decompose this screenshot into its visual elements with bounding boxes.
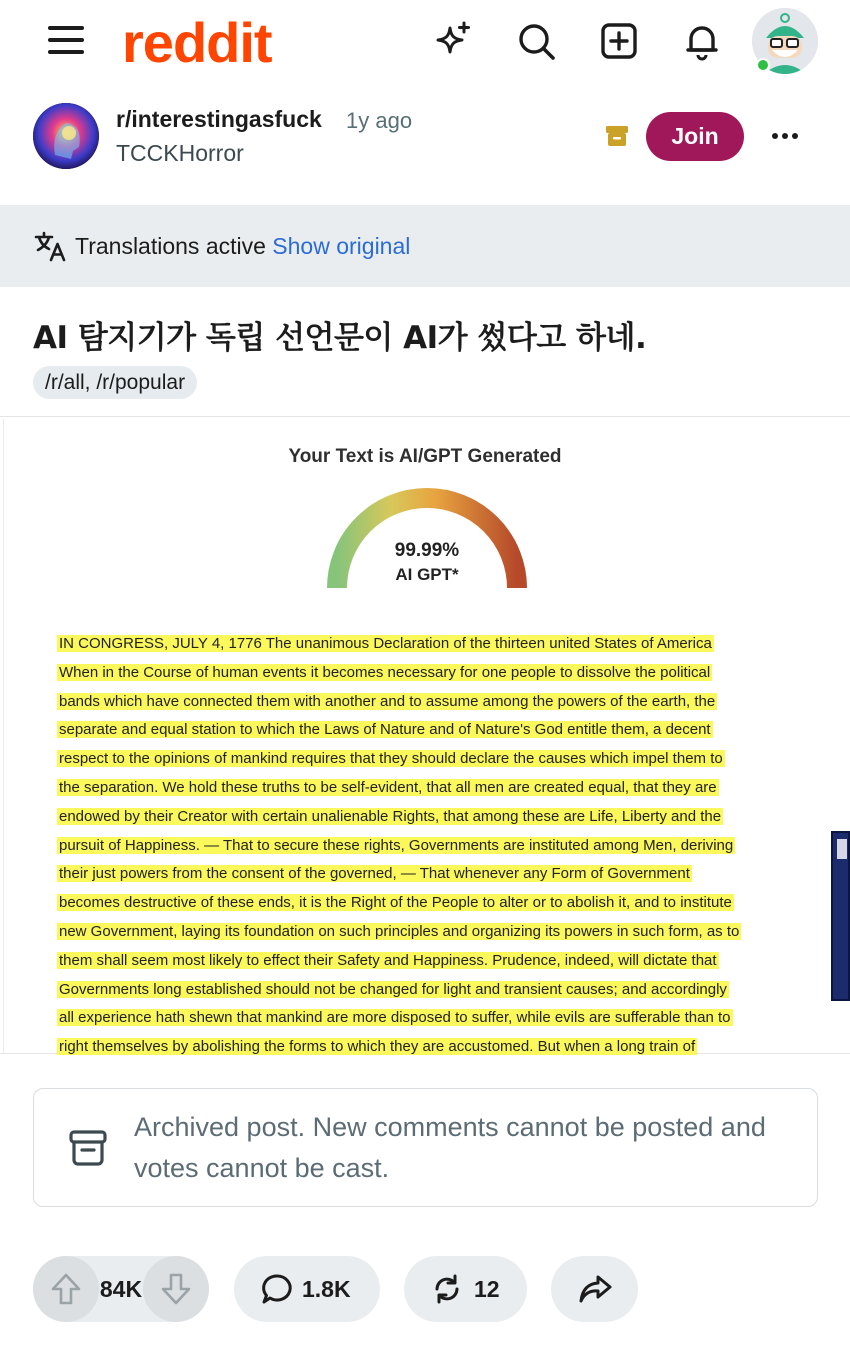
top-app-bar — [0, 0, 850, 86]
share-button[interactable] — [551, 1256, 638, 1322]
online-status-dot — [756, 58, 770, 72]
declaration-line — [57, 920, 817, 949]
post-title[interactable]: AI 탐지기가 독립 선언문이 AI가 썼다고 하네. — [33, 320, 647, 356]
declaration-line — [57, 718, 817, 747]
highlighted-text: right themselves by abolishing the forms to which they are accustomed. But when a long train of — [59, 1038, 696, 1056]
vote-bar — [33, 1256, 209, 1322]
declaration-line — [57, 690, 817, 719]
search-icon[interactable] — [515, 20, 557, 62]
downvote-button[interactable] — [143, 1256, 209, 1322]
declaration-line — [57, 949, 817, 978]
gauge-label: AI GPT* — [395, 565, 459, 584]
declaration-line — [57, 1006, 817, 1035]
show-original-link[interactable]: Show original — [272, 233, 411, 259]
share-arrow-icon — [578, 1274, 612, 1304]
notification-bell-icon[interactable] — [681, 20, 723, 62]
highlighted-text: respect to the opinions of mankind requires that they should declare the causes which impel them to — [59, 750, 723, 768]
upvote-arrow-icon — [50, 1272, 82, 1306]
declaration-line — [57, 805, 817, 834]
declaration-line — [57, 891, 817, 920]
declaration-line — [57, 1035, 817, 1064]
highlighted-text: becomes destructive of these ends, it is the Right of the People to alter or to abolish it, and to institute — [59, 894, 732, 912]
comment-bubble-icon — [260, 1272, 294, 1306]
gauge-title: Your Text is AI/GPT Generated — [288, 446, 562, 467]
vote-count: 84K — [99, 1275, 143, 1302]
highlighted-text: endowed by their Creator with certain unalienable Rights, that among these are Life, Liberty and the — [59, 807, 722, 825]
archive-icon — [604, 124, 630, 148]
highlighted-text: IN CONGRESS, JULY 4, 1776 The unanimous Declaration of the thirteen united States of America — [59, 635, 712, 652]
declaration-line — [57, 632, 817, 661]
declaration-line — [57, 661, 817, 690]
reddit-logo[interactable]: reddit — [122, 11, 272, 74]
gauge-value: 99.99% — [394, 540, 460, 561]
highlighted-text: separate and equal station to which the Laws of Nature and of Nature's God entitle them, a decent — [59, 721, 711, 739]
declaration-line — [57, 978, 817, 1007]
create-post-icon[interactable] — [598, 20, 640, 62]
downvote-arrow-icon — [160, 1272, 192, 1306]
repost-icon — [432, 1273, 462, 1305]
highlighted-text: When in the Course of human events it becomes necessary for one people to dissolve the political — [59, 663, 711, 681]
highlighted-text: the separation. We hold these truths to be self-evident, that all men are created equal, that they are — [59, 778, 717, 796]
comment-count: 1.8K — [302, 1275, 351, 1302]
highlighted-text: pursuit of Happiness. — That to secure these rights, Governments are instituted among Men, deriving — [59, 836, 734, 854]
highlighted-text: new Government, laying its foundation on such principles and organizing its powers in such form, as to — [59, 922, 740, 940]
archive-box-icon — [68, 1129, 108, 1167]
comments-button[interactable] — [234, 1256, 380, 1322]
sparkle-icon[interactable] — [432, 20, 474, 62]
more-options-icon[interactable] — [764, 118, 806, 154]
post-age: 1y ago — [346, 108, 413, 133]
archived-notice — [33, 1088, 818, 1207]
subreddit-name[interactable]: r/interestingasfuck — [116, 106, 322, 132]
translation-status-text: Translations active — [75, 233, 266, 259]
declaration-line — [57, 862, 817, 891]
declaration-line — [57, 776, 817, 805]
menu-icon[interactable] — [48, 26, 84, 58]
side-image-thumbnail[interactable] — [831, 831, 850, 1001]
translation-status — [75, 233, 410, 260]
translate-icon — [33, 229, 67, 263]
repost-button[interactable] — [404, 1256, 527, 1322]
join-button[interactable]: Join — [646, 112, 744, 161]
subreddit-avatar[interactable] — [33, 103, 99, 169]
highlighted-text: bands which have connected them with another and to assume among the powers of the earth, the — [59, 692, 716, 710]
highlighted-text: their just powers from the consent of the governed, — That whenever any Form of Government — [59, 865, 690, 883]
declaration-line — [57, 747, 817, 776]
upvote-button[interactable] — [33, 1256, 99, 1322]
highlighted-text: all experience hath shewn that mankind are more disposed to suffer, while evils are sufferable than to — [59, 1009, 731, 1027]
post-author[interactable]: TCCKHorror — [116, 140, 244, 166]
repost-count: 12 — [474, 1275, 500, 1302]
archived-message: Archived post. New comments cannot be posted and votes cannot be cast. — [134, 1112, 766, 1183]
highlighted-text: Governments long established should not be changed for light and transient causes; and accordingly — [59, 980, 727, 998]
declaration-line — [57, 834, 817, 863]
highlighted-text: them shall seem most likely to effect their Safety and Happiness. Prudence, indeed, will dictate that — [59, 951, 717, 969]
post-flair[interactable]: /r/all, /r/popular — [33, 366, 197, 399]
declaration-text — [57, 632, 817, 1064]
